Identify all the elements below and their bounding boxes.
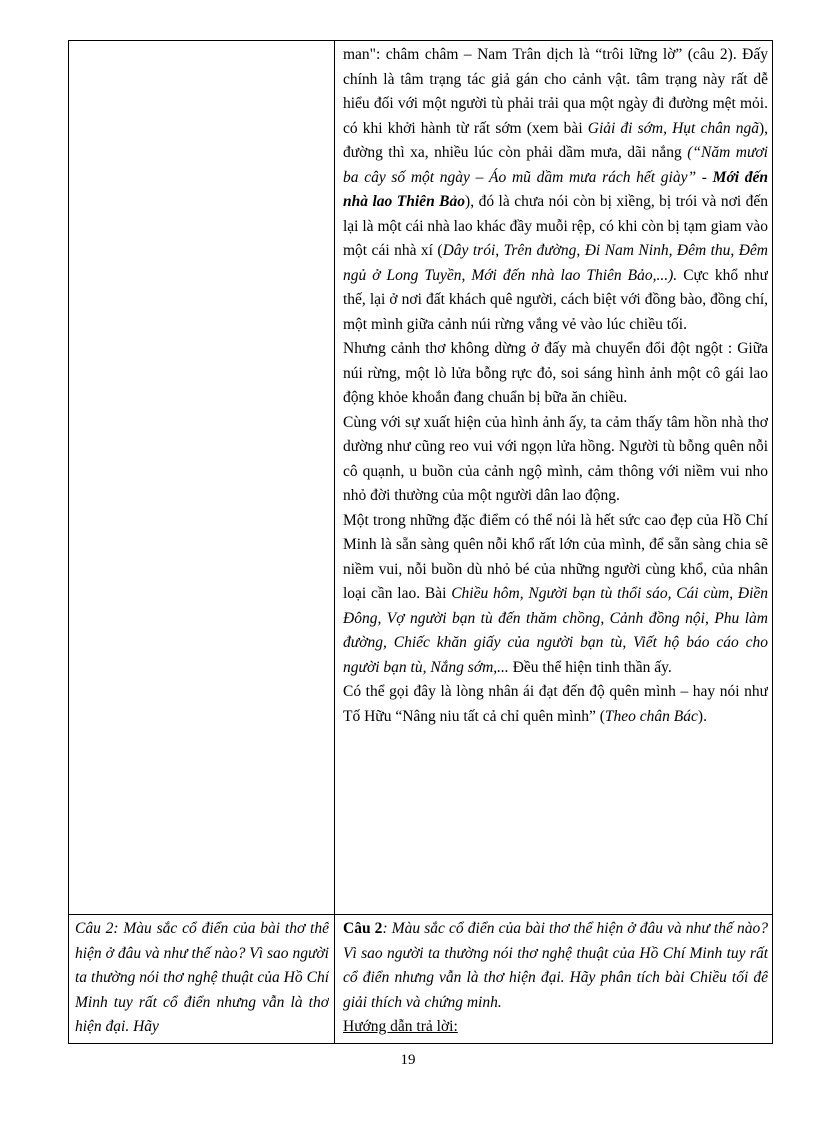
paragraph-2: Nhưng cảnh thơ không dừng ở đấy mà chuyển đổi đột ngột : Giữa núi rừng, một lò lửa bỗng rực đỏ, soi sáng hình ảnh một cô gái lao động khỏe khoắn đang chuẩn bị bữa ăn chiều.: [343, 340, 768, 406]
answer-guide-heading: Hướng dẫn trả lời:: [343, 1018, 458, 1035]
paragraph-3: Cùng với sự xuất hiện của hình ảnh ấy, ta cảm thấy tâm hồn nhà thơ dường như cũng reo vui với ngọn lửa hồng. Người tù bỗng quên nỗi cô quạnh, u buồn của cảnh ngộ mình, cảm thông với niềm vui nho nhỏ đời thường của một người dân lao động.: [343, 413, 768, 504]
question-restated: Câu 2: Màu sắc cổ điển của bài thơ thể hiện ở đâu và như thế nào? Vì sao người ta thường nói thơ nghệ thuật của Hồ Chí Minh tuy rất cổ điển nhưng vẫn là thơ hiện đại. Hãy phân tích bài Chiều tối để giải thích và chứng minh.: [343, 920, 768, 1011]
question-text: Câu 2: Màu sắc cổ điển của bài thơ thể hiện ở đâu và như thế nào? Vì sao người ta thường nói thơ nghệ thuật của Hồ Chí Minh tuy rất cổ điển nhưng vẫn là thơ hiện đại. Hãy: [75, 920, 329, 1035]
answer-cell-bottom: [343, 917, 768, 1043]
paragraph-1: man": châm châm – Nam Trân dịch là “trôi lững lờ” (câu 2). Đấy chính là tâm trạng tác giả gán cho cảnh vật. tâm trạng này rất dễ hiểu đối với một người tù phải trải qua một ngày đi đường mệt mỏi. có khi khởi hành từ rất sớm (xem bài Giải đi sớm, Hụt chân ngã), đường thì xa, nhiều lúc còn phải dầm mưa, dãi nắng (“Năm mươi ba cây số một ngày – Áo mũ dầm mưa rách hết giày” - Mới đến nhà lao Thiên Bảo), đó là chưa nói còn bị xiềng, bị trói và nơi đến lại là một cái nhà lao khác đầy muỗi rệp, có khi còn bị tạm giam vào một cái nhà xí (Dây trói, Trên đường, Đi Nam Ninh, Đêm thu, Đêm ngủ ở Long Tuyền, Mới đến nhà lao Thiên Bảo,...). Cực khổ như thế, lại ở nơi đất khách quê người, cách biệt với đồng bào, đồng chí, một mình giữa cảnh núi rừng vắng vẻ vào lúc chiều tối.: [343, 46, 768, 333]
page-number: 19: [400, 1052, 416, 1068]
paragraph-5: Có thể gọi đây là lòng nhân ái đạt đến độ quên mình – hay nói như Tố Hữu “Nâng niu tất cả chỉ quên mình” (Theo chân Bác).: [343, 683, 768, 725]
row-divider: [69, 914, 772, 915]
content-table: [68, 40, 773, 1044]
question-cell: [75, 917, 329, 1043]
answer-cell-top: [343, 43, 768, 913]
paragraph-4: Một trong những đặc điểm có thể nói là hết sức cao đẹp của Hồ Chí Minh là sẵn sàng quên nỗi khổ rất lớn của mình, để sẵn sàng chia sẽ niềm vui, nỗi buồn dù nhỏ bé của những người cùng khổ, của nhân loại cần lao. Bài Chiều hôm, Người bạn tù thổi sáo, Cái cùm, Điền Đông, Vợ người bạn tù đến thăm chồng, Cảnh đồng nội, Phu làm đường, Chiếc khăn giấy của người bạn tù, Viết hộ báo cáo cho người bạn tù, Nắng sớm,... Đều thể hiện tinh thần ấy.: [343, 511, 768, 676]
column-divider: [334, 41, 335, 1043]
